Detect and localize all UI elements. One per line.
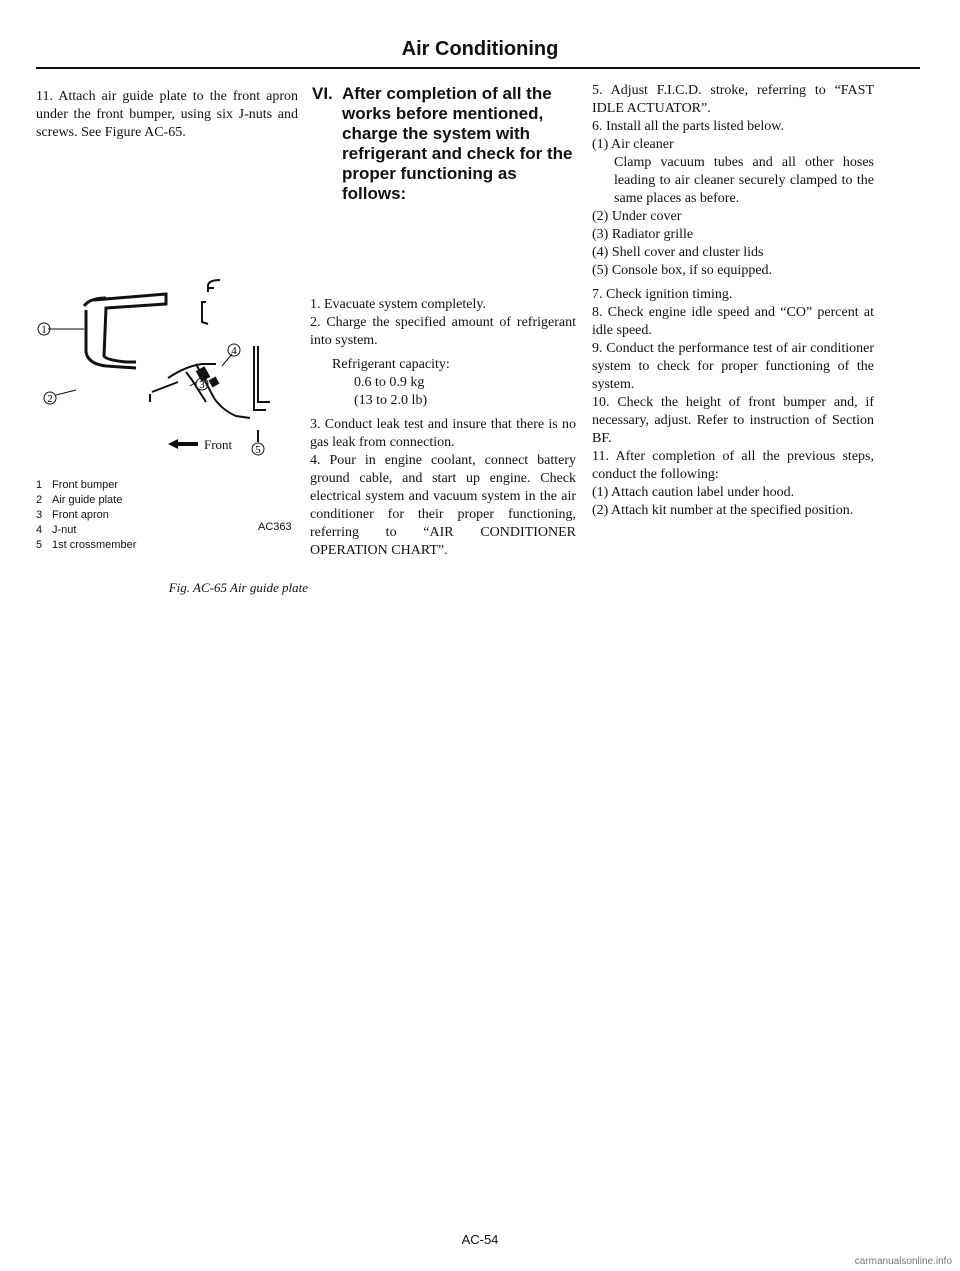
legend-label: 1st crossmember bbox=[52, 539, 137, 551]
legend-number: 5 bbox=[36, 539, 43, 551]
section-heading bbox=[312, 84, 580, 204]
step-1-text: 1. Evacuate system completely. bbox=[310, 297, 486, 312]
legend-number: 4 bbox=[36, 524, 43, 536]
legend-number: 3 bbox=[36, 509, 43, 521]
legend-label: J-nut bbox=[52, 524, 77, 536]
step-10-text: 10. Check the height of front bumper and, if necessary, adjust. Refer to instruction of Section BF. bbox=[592, 395, 874, 446]
callout-3: 3 bbox=[199, 379, 205, 391]
step-5-text: 5. Adjust F.I.C.D. stroke, referring to “FAST IDLE ACTUATOR”. bbox=[592, 83, 874, 116]
column-2-body bbox=[310, 296, 576, 560]
front-arrow-icon bbox=[168, 439, 198, 449]
figure-caption: Fig. AC-65 Air guide plate bbox=[168, 580, 308, 595]
item-3-text: (3) Radiator grille bbox=[592, 227, 694, 242]
step-11-text: 11. Attach air guide plate to the front apron under the front bumper, using six J-nuts and screws. See Figure AC-65. bbox=[36, 89, 298, 140]
section-heading-text: After completion of all the works before mentioned, charge the system with refrigerant and check for the proper functioning as follows: bbox=[342, 84, 573, 203]
legend-label: Front bumper bbox=[52, 479, 119, 491]
figure-code: AC363 bbox=[258, 521, 292, 533]
callout-4: 4 bbox=[231, 345, 237, 357]
legend-item bbox=[36, 493, 196, 508]
item-2-text: (2) Under cover bbox=[592, 209, 682, 224]
front-label: Front bbox=[204, 437, 233, 452]
step-4-text: 4. Pour in engine coolant, connect battery ground cable, and start up engine. Check electrical system and vacuum system in the air conditioner for their proper functioning, referring to “AIR CONDITIONER OPERATION CHART”. bbox=[310, 453, 576, 558]
step-3-text: 3. Conduct leak test and insure that there is no gas leak from connection. bbox=[310, 417, 576, 450]
callout-1: 1 bbox=[41, 324, 47, 336]
header-rule bbox=[36, 67, 920, 69]
air-guide-plate-diagram bbox=[36, 270, 306, 470]
step-7-text: 7. Check ignition timing. bbox=[592, 287, 733, 302]
sub-1-text: (1) Attach caution label under hood. bbox=[592, 485, 795, 500]
step-8-text: 8. Check engine idle speed and “CO” percent at idle speed. bbox=[592, 305, 874, 338]
step-9-text: 9. Conduct the performance test of air conditioner system to check for proper functioning of the system. bbox=[592, 341, 874, 392]
item-1-text: (1) Air cleaner bbox=[592, 137, 674, 152]
column-3 bbox=[592, 82, 874, 520]
capacity-label: Refrigerant capacity: bbox=[332, 357, 450, 372]
legend-number: 2 bbox=[36, 494, 43, 506]
section-number: VI. bbox=[312, 84, 333, 103]
legend-label: Air guide plate bbox=[52, 494, 123, 506]
callout-5: 5 bbox=[255, 444, 261, 456]
column-1 bbox=[36, 88, 298, 142]
item-1-note: Clamp vacuum tubes and all other hoses leading to air cleaner securely clamped to the same places as before. bbox=[614, 155, 874, 206]
step-6-text: 6. Install all the parts listed below. bbox=[592, 119, 784, 134]
page-header-title: Air Conditioning bbox=[401, 38, 559, 60]
front-apron-shape bbox=[202, 280, 220, 324]
legend-item bbox=[36, 478, 196, 493]
item-4-text: (4) Shell cover and cluster lids bbox=[592, 245, 764, 260]
sub-2-text: (2) Attach kit number at the specified position. bbox=[592, 503, 854, 518]
crossmember-shape bbox=[254, 346, 270, 442]
legend-label: Front apron bbox=[52, 509, 109, 521]
callout-2: 2 bbox=[47, 393, 53, 405]
watermark: carmanualsonline.info bbox=[854, 1256, 952, 1267]
step-2-text: 2. Charge the specified amount of refrigerant into system. bbox=[310, 315, 576, 348]
page-number: AC-54 bbox=[461, 1232, 499, 1247]
capacity-lb: (13 to 2.0 lb) bbox=[354, 393, 428, 408]
capacity-kg: 0.6 to 0.9 kg bbox=[354, 375, 425, 390]
front-bumper-shape bbox=[84, 294, 166, 368]
item-5-text: (5) Console box, if so equipped. bbox=[592, 263, 773, 278]
legend-item bbox=[36, 538, 196, 553]
legend-item bbox=[36, 508, 196, 523]
figure-legend bbox=[36, 478, 196, 553]
step-11b-text: 11. After completion of all the previous steps, conduct the following: bbox=[592, 449, 874, 482]
legend-number: 1 bbox=[36, 479, 43, 491]
legend-item bbox=[36, 523, 196, 538]
